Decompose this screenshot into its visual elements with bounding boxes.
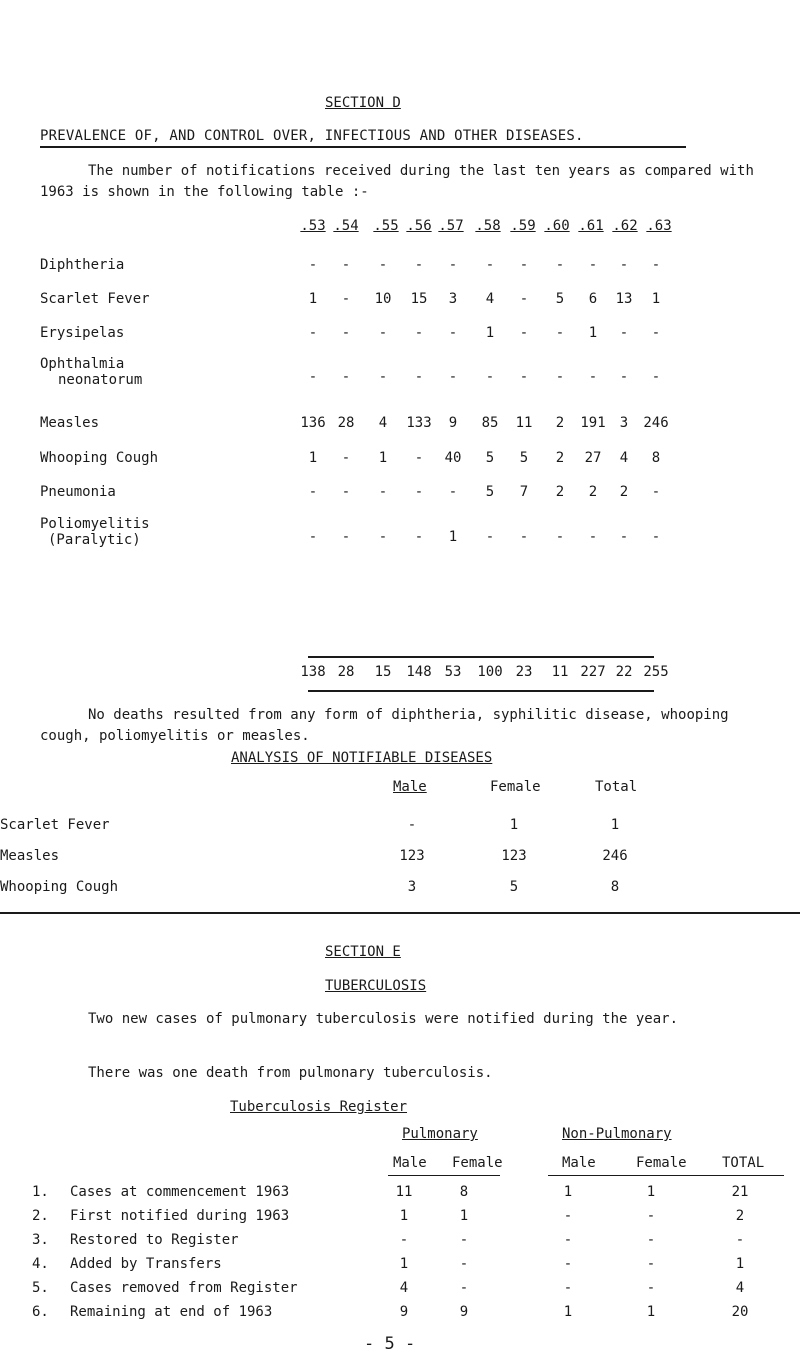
analysis-header-total: Total — [595, 779, 638, 795]
register-header-total: TOTAL — [722, 1155, 765, 1171]
table-cell: - — [651, 529, 661, 545]
table-cell: 28 — [337, 415, 355, 431]
register-cell: - — [646, 1208, 656, 1224]
table-cell: 85 — [481, 415, 499, 431]
table-cell: - — [651, 325, 661, 341]
table-cell: - — [519, 325, 529, 341]
total-cell: 23 — [515, 664, 533, 680]
register-cell: 1 — [399, 1208, 409, 1224]
table-cell: 11 — [515, 415, 533, 431]
table-cell: - — [448, 325, 458, 341]
table-cell: - — [651, 257, 661, 273]
table-cell: - — [448, 257, 458, 273]
total-cell: 148 — [406, 664, 432, 680]
table-cell: 1 — [378, 450, 388, 466]
register-header-rule — [388, 1175, 500, 1176]
register-row-number: 2. — [32, 1208, 49, 1224]
analysis-header-male: Male — [393, 779, 427, 795]
year-header: .61 — [578, 218, 604, 234]
register-cell: - — [399, 1232, 409, 1248]
year-header: .55 — [373, 218, 399, 234]
register-cell: - — [563, 1280, 573, 1296]
table-cell: 4 — [619, 450, 629, 466]
register-row-label: Cases at commencement 1963 — [70, 1184, 290, 1200]
table-cell: 2 — [588, 484, 598, 500]
table-cell: 2 — [555, 450, 565, 466]
tb-paragraph-1: Two new cases of pulmonary tuberculosis were notified during the year. — [88, 1011, 679, 1027]
register-cell: 1 — [399, 1256, 409, 1272]
register-cell: 9 — [459, 1304, 469, 1320]
register-group-non-pulmonary: Non-Pulmonary — [562, 1126, 672, 1142]
register-row-label: Remaining at end of 1963 — [70, 1304, 273, 1320]
table-cell: - — [588, 529, 598, 545]
register-cell: 20 — [731, 1304, 749, 1320]
total-cell: 22 — [615, 664, 633, 680]
table-cell: 136 — [300, 415, 326, 431]
table-cell: - — [308, 369, 318, 385]
disease-label: Diphtheria — [40, 257, 125, 273]
disease-label: Poliomyelitis — [40, 516, 150, 532]
table-cell: 133 — [406, 415, 432, 431]
disease-label: Measles — [40, 415, 100, 431]
table-cell: 2 — [555, 415, 565, 431]
table-cell: - — [308, 529, 318, 545]
year-header: .56 — [406, 218, 432, 234]
table-cell: 5 — [485, 450, 495, 466]
table-cell: - — [378, 484, 388, 500]
table-cell: - — [519, 257, 529, 273]
total-cell: 227 — [580, 664, 606, 680]
table-cell: - — [588, 257, 598, 273]
total-cell: 15 — [374, 664, 392, 680]
table-cell: 191 — [580, 415, 606, 431]
register-cell: - — [563, 1232, 573, 1248]
register-cell: 1 — [563, 1304, 573, 1320]
table-cell: 2 — [619, 484, 629, 500]
table-cell: - — [448, 484, 458, 500]
analysis-total: 1 — [610, 817, 620, 833]
analysis-male: 123 — [399, 848, 425, 864]
page-number: - 5 - — [364, 1334, 416, 1354]
disease-label: Scarlet Fever — [40, 291, 150, 307]
table-cell: - — [651, 369, 661, 385]
table-cell: - — [555, 325, 565, 341]
table-cell: - — [341, 257, 351, 273]
table-cell: 1 — [308, 450, 318, 466]
register-cell: 2 — [735, 1208, 745, 1224]
year-header: .63 — [646, 218, 672, 234]
table-cell: - — [378, 529, 388, 545]
register-header-rule-right — [548, 1175, 784, 1176]
table-cell: 10 — [374, 291, 392, 307]
register-cell: 1 — [646, 1184, 656, 1200]
register-cell: 4 — [399, 1280, 409, 1296]
table-cell: - — [378, 369, 388, 385]
totals-top-rule — [308, 656, 654, 658]
total-cell: 53 — [444, 664, 462, 680]
register-row-label: Cases removed from Register — [70, 1280, 298, 1296]
year-header: .57 — [438, 218, 464, 234]
analysis-male: 3 — [407, 879, 417, 895]
table-cell: 1 — [651, 291, 661, 307]
disease-label: Erysipelas — [40, 325, 125, 341]
register-cell: - — [563, 1208, 573, 1224]
register-row-number: 3. — [32, 1232, 49, 1248]
analysis-male: - — [407, 817, 417, 833]
table-cell: - — [588, 369, 598, 385]
table-cell: - — [341, 325, 351, 341]
table-cell: 9 — [448, 415, 458, 431]
table-cell: 4 — [378, 415, 388, 431]
analysis-female: 123 — [501, 848, 527, 864]
analysis-row-label: Scarlet Fever — [0, 817, 110, 833]
register-row-label: Added by Transfers — [70, 1256, 222, 1272]
table-cell: - — [619, 369, 629, 385]
table-cell: 4 — [485, 291, 495, 307]
totals-bottom-rule — [308, 690, 654, 692]
year-header: .53 — [300, 218, 326, 234]
register-cell: - — [646, 1280, 656, 1296]
register-cell: - — [459, 1256, 469, 1272]
section-divider — [0, 912, 800, 914]
register-cell: 4 — [735, 1280, 745, 1296]
register-cell: 8 — [459, 1184, 469, 1200]
analysis-female: 5 — [509, 879, 519, 895]
register-row-label: First notified during 1963 — [70, 1208, 290, 1224]
table-cell: 5 — [485, 484, 495, 500]
table-cell: - — [414, 450, 424, 466]
table-cell: - — [619, 257, 629, 273]
table-cell: - — [414, 369, 424, 385]
section-d-heading: SECTION D — [325, 95, 401, 111]
table-cell: 15 — [410, 291, 428, 307]
register-cell: 1 — [646, 1304, 656, 1320]
total-cell: 255 — [643, 664, 669, 680]
year-header: .54 — [333, 218, 359, 234]
table-cell: 5 — [555, 291, 565, 307]
table-cell: - — [341, 291, 351, 307]
analysis-title: ANALYSIS OF NOTIFIABLE DISEASES — [231, 750, 493, 766]
table-cell: - — [651, 484, 661, 500]
table-cell: 27 — [584, 450, 602, 466]
disease-label: Whooping Cough — [40, 450, 159, 466]
register-cell: 1 — [563, 1184, 573, 1200]
table-cell: - — [341, 369, 351, 385]
register-header-male-p: Male — [393, 1155, 427, 1171]
year-header: .58 — [475, 218, 501, 234]
tb-paragraph-2: There was one death from pulmonary tuberculosis. — [88, 1065, 493, 1081]
table-cell: - — [414, 529, 424, 545]
disease-label-line2: neonatorum — [58, 372, 143, 388]
table-cell: - — [485, 529, 495, 545]
analysis-total: 246 — [602, 848, 628, 864]
disease-label-line2: (Paralytic) — [48, 532, 141, 548]
table-cell: - — [519, 369, 529, 385]
table-cell: 3 — [448, 291, 458, 307]
table-cell: - — [519, 529, 529, 545]
title-underline — [40, 146, 686, 148]
table-cell: 13 — [615, 291, 633, 307]
section-e-title: TUBERCULOSIS — [325, 978, 427, 994]
register-cell: 9 — [399, 1304, 409, 1320]
table-cell: 1 — [485, 325, 495, 341]
table-cell: - — [308, 484, 318, 500]
table-cell: - — [414, 325, 424, 341]
register-cell: - — [735, 1232, 745, 1248]
table-cell: 6 — [588, 291, 598, 307]
table-cell: - — [308, 325, 318, 341]
table-cell: - — [555, 529, 565, 545]
analysis-total: 8 — [610, 879, 620, 895]
register-cell: 11 — [395, 1184, 413, 1200]
analysis-header-female: Female — [490, 779, 541, 795]
intro-paragraph: The number of notifications received during the last ten years as compared with 1963 is shown in the following table :- — [40, 163, 754, 200]
register-cell: - — [646, 1232, 656, 1248]
register-title: Tuberculosis Register — [230, 1099, 408, 1115]
deaths-note: No deaths resulted from any form of diphtheria, syphilitic disease, whooping cough, poliomyelitis or measles. — [40, 707, 729, 744]
table-cell: - — [378, 325, 388, 341]
register-header-female-np: Female — [636, 1155, 687, 1171]
register-row-label: Restored to Register — [70, 1232, 239, 1248]
register-cell: - — [459, 1232, 469, 1248]
analysis-female: 1 — [509, 817, 519, 833]
disease-label: Ophthalmia — [40, 356, 125, 372]
table-cell: - — [485, 369, 495, 385]
register-cell: 1 — [459, 1208, 469, 1224]
total-cell: 138 — [300, 664, 326, 680]
table-cell: - — [341, 529, 351, 545]
table-cell: - — [519, 291, 529, 307]
register-cell: - — [563, 1256, 573, 1272]
analysis-row-label: Whooping Cough — [0, 879, 119, 895]
table-cell: 5 — [519, 450, 529, 466]
table-cell: 1 — [308, 291, 318, 307]
register-cell: 1 — [735, 1256, 745, 1272]
table-cell: - — [378, 257, 388, 273]
table-cell: - — [308, 257, 318, 273]
table-cell: - — [341, 450, 351, 466]
register-cell: - — [459, 1280, 469, 1296]
year-header: .60 — [544, 218, 570, 234]
table-cell: 2 — [555, 484, 565, 500]
disease-label: Pneumonia — [40, 484, 116, 500]
section-d-title: PREVALENCE OF, AND CONTROL OVER, INFECTIOUS AND OTHER DISEASES. — [40, 128, 584, 144]
register-row-number: 1. — [32, 1184, 49, 1200]
table-cell: - — [555, 369, 565, 385]
register-row-number: 4. — [32, 1256, 49, 1272]
table-cell: 7 — [519, 484, 529, 500]
table-cell: 246 — [643, 415, 669, 431]
table-cell: 3 — [619, 415, 629, 431]
table-cell: 1 — [448, 529, 458, 545]
table-cell: - — [555, 257, 565, 273]
table-cell: - — [485, 257, 495, 273]
year-header: .59 — [510, 218, 536, 234]
register-cell: - — [646, 1256, 656, 1272]
table-cell: - — [341, 484, 351, 500]
register-cell: 21 — [731, 1184, 749, 1200]
year-header: .62 — [612, 218, 638, 234]
analysis-row-label: Measles — [0, 848, 60, 864]
table-cell: - — [448, 369, 458, 385]
table-cell: - — [619, 529, 629, 545]
table-cell: - — [619, 325, 629, 341]
table-cell: - — [414, 257, 424, 273]
total-cell: 11 — [551, 664, 569, 680]
total-cell: 28 — [337, 664, 355, 680]
section-e-heading: SECTION E — [325, 944, 401, 960]
table-cell: 40 — [444, 450, 462, 466]
register-group-pulmonary: Pulmonary — [402, 1126, 478, 1142]
register-row-number: 5. — [32, 1280, 49, 1296]
table-cell: 1 — [588, 325, 598, 341]
table-cell: 8 — [651, 450, 661, 466]
register-row-number: 6. — [32, 1304, 49, 1320]
register-header-female-p: Female — [452, 1155, 503, 1171]
table-cell: - — [414, 484, 424, 500]
total-cell: 100 — [477, 664, 503, 680]
register-header-male-np: Male — [562, 1155, 596, 1171]
